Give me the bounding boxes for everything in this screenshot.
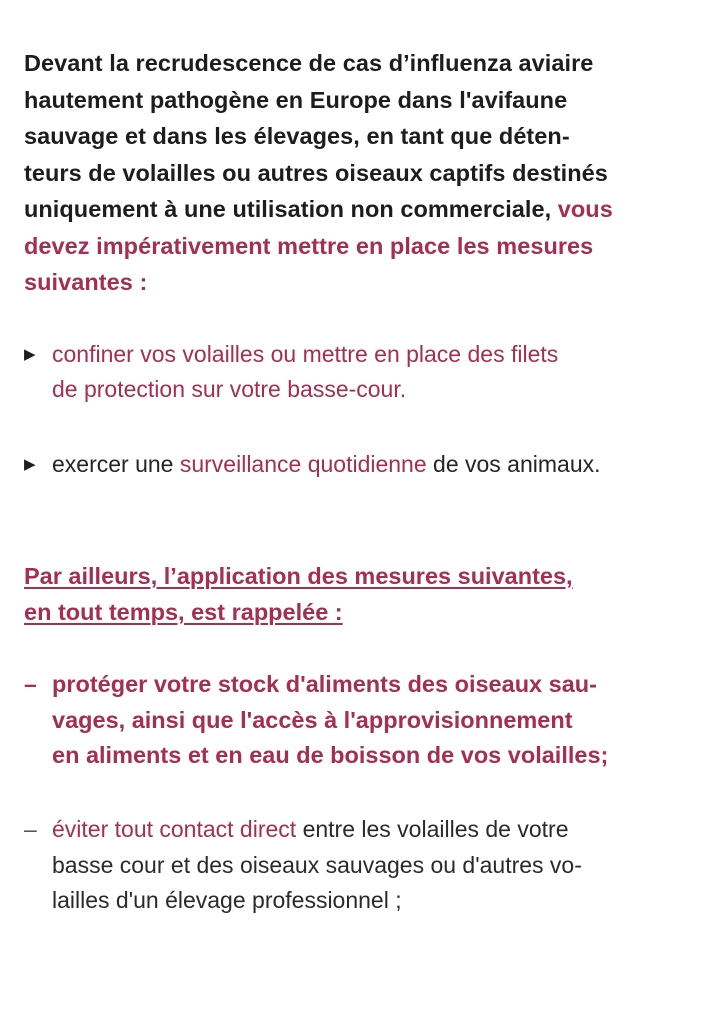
section-heading	[24, 558, 684, 630]
bullet-accent: surveillance quotidienne	[179, 451, 427, 477]
intro-accent-line: devez impérativement mettre en place les mesures	[24, 232, 594, 259]
intro-text: uniquement à une utilisation non commerciale,	[24, 196, 552, 222]
dash-line: vages, ainsi que l'accès à l'approvisionnement	[52, 706, 573, 733]
dash-text	[52, 812, 684, 919]
dash-line: protéger votre stock d'aliments des oiseaux sau-	[52, 671, 597, 697]
intro-line	[24, 191, 674, 228]
heading-line: en tout temps, est rappelée :	[24, 599, 343, 625]
bullet-line: de protection sur votre basse-cour.	[52, 376, 407, 402]
bullet-item-surveillance	[24, 447, 684, 482]
bullet-text	[52, 337, 684, 407]
dash-rest: entre les volailles de votre	[302, 816, 569, 842]
bullet-item-confine	[24, 337, 684, 407]
intro-line: hautement pathogène en Europe dans l'avifaune	[24, 86, 568, 113]
triangle-bullet-icon: ▶	[24, 346, 36, 363]
dash-text	[52, 667, 684, 774]
dash-accent: éviter tout contact direct	[52, 816, 297, 842]
dash-line: lailles d'un élevage professionnel ;	[52, 887, 402, 913]
dash-bullet-icon: –	[24, 816, 37, 842]
dash-line: en aliments et en eau de boisson de vos volailles;	[52, 742, 609, 768]
intro-line: Devant la recrudescence de cas d’influenza aviaire	[24, 50, 594, 76]
triangle-bullet-icon: ▶	[24, 456, 36, 473]
intro-paragraph	[24, 45, 674, 301]
bullet-suffix: de vos animaux.	[433, 451, 601, 477]
bullet-line: confiner vos volailles ou mettre en place des filets	[52, 341, 559, 367]
heading-line: Par ailleurs, l’application des mesures suivantes,	[24, 563, 573, 589]
intro-accent-text: vous	[557, 196, 613, 222]
intro-line: sauvage et dans les élevages, en tant que déten-	[24, 123, 570, 149]
bullet-prefix: exercer une	[52, 451, 174, 477]
dash-item-avoid-contact	[24, 812, 684, 919]
dash-line: basse cour et des oiseaux sauvages ou d'autres vo-	[52, 851, 582, 878]
dash-bullet-icon: –	[24, 671, 37, 697]
intro-accent-line: suivantes :	[24, 269, 148, 295]
bullet-line	[52, 447, 684, 482]
intro-line: teurs de volailles ou autres oiseaux captifs destinés	[24, 159, 608, 186]
bullet-text	[52, 447, 684, 482]
dash-item-protect-stock	[24, 667, 684, 774]
dash-line	[52, 812, 684, 848]
